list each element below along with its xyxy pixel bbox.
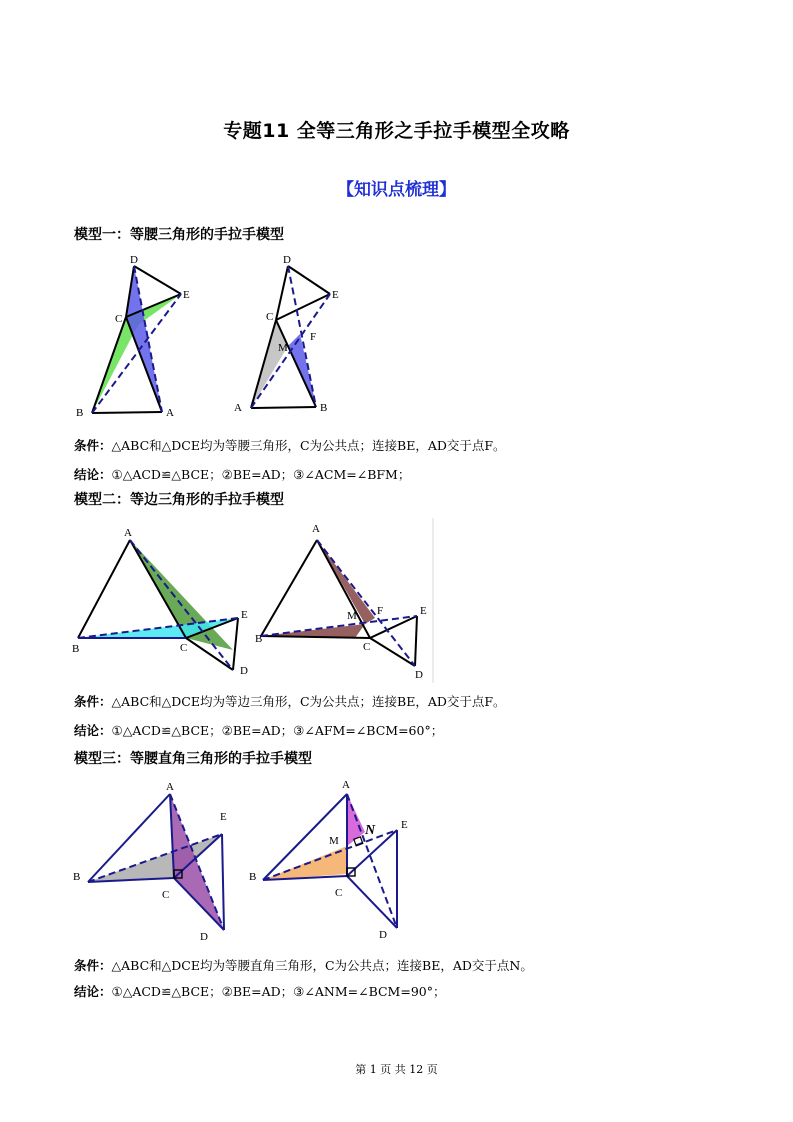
fig-label: N	[365, 823, 376, 838]
fig-label: C	[115, 313, 123, 325]
fig-label: B	[72, 643, 80, 655]
fig-label: A	[312, 523, 320, 535]
fig-label: M	[329, 835, 339, 847]
fig-label: C	[180, 642, 188, 654]
fig-label: C	[363, 641, 371, 653]
model-1-heading: 模型一：等腰三角形的手拉手模型	[74, 227, 284, 243]
model-3-condition: 条件：△ABC和△DCE均为等腰直角三角形，C为公共点；连接BE，AD交于点N。	[74, 958, 533, 973]
model-2-conclusion: 结论：①△ACD≌△BCE；②BE=AD；③∠AFM=∠BCM=60°；	[74, 723, 444, 738]
fig-label: C	[335, 887, 343, 899]
fig-label: B	[249, 871, 257, 883]
fig-label: A	[166, 407, 174, 419]
page-title: 专题11 全等三角形之手拉手模型全攻略	[223, 120, 570, 142]
model-3-figure-1	[70, 778, 240, 943]
fig-label: E	[220, 811, 227, 823]
model-3-conclusion: 结论：①△ACD≌△BCE；②BE=AD；③∠ANM=∠BCM=90°；	[74, 984, 446, 999]
fig-label: D	[130, 254, 138, 266]
model-2-heading: 模型二：等边三角形的手拉手模型	[74, 492, 284, 508]
fig-label: C	[266, 311, 274, 323]
fig-label: E	[401, 819, 408, 831]
model-2-figure-1	[68, 522, 258, 682]
model-2-condition: 条件：△ABC和△DCE均为等边三角形，C为公共点；连接BE，AD交于点F。	[74, 694, 506, 709]
fig-label: B	[320, 402, 328, 414]
fig-label: E	[332, 289, 339, 301]
fig-label: M	[347, 610, 357, 622]
model-1-figure-1	[70, 250, 200, 420]
fig-label: B	[76, 407, 84, 419]
fig-label: A	[166, 781, 174, 793]
fig-label: E	[420, 605, 427, 617]
fig-label: M	[278, 342, 288, 354]
fig-label: D	[200, 931, 208, 943]
model-3-heading: 模型三：等腰直角三角形的手拉手模型	[74, 751, 312, 767]
model-3-figure-2	[245, 772, 415, 942]
fig-label: D	[240, 665, 248, 677]
model-1-condition: 条件：△ABC和△DCE均为等腰三角形，C为公共点；连接BE，AD交于点F。	[74, 438, 506, 453]
fig-label: A	[124, 527, 132, 539]
fig-label: E	[241, 609, 248, 621]
model-1-figure-2	[228, 250, 348, 420]
model-2-figure-2	[255, 518, 435, 683]
page-footer: 第 1 页 共 12 页	[355, 1063, 438, 1076]
fig-label: D	[283, 254, 291, 266]
fig-label: C	[162, 889, 170, 901]
model-1-conclusion: 结论：①△ACD≌△BCE；②BE=AD；③∠ACM=∠BFM；	[74, 467, 411, 482]
fig-label: F	[377, 605, 384, 617]
fig-label: A	[342, 779, 350, 791]
fig-label: D	[379, 929, 387, 941]
fig-label: B	[73, 871, 81, 883]
fig-label: F	[310, 331, 317, 343]
fig-label: A	[234, 402, 242, 414]
fig-label: E	[183, 289, 190, 301]
fig-label: D	[415, 669, 423, 681]
section-heading: 【知识点梳理】	[337, 180, 456, 200]
fig-label: B	[255, 633, 263, 645]
